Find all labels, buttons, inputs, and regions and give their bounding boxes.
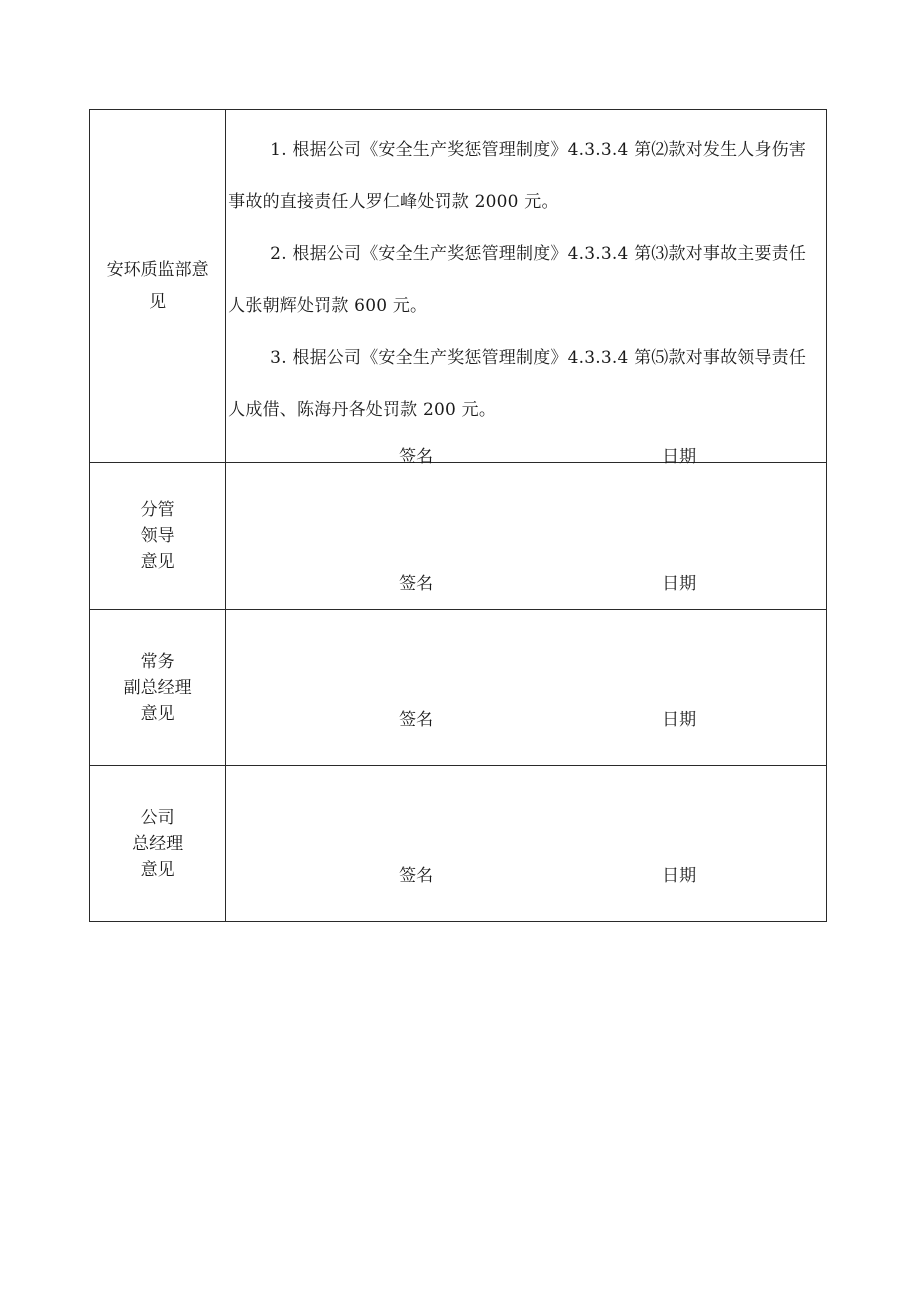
- opinion-item-1: 1. 根据公司《安全生产奖惩管理制度》4.3.3.4 第⑵款对发生人身伤害事故的直接责任人罗仁峰处罚款 2000 元。: [228, 140, 807, 212]
- table-row-safety-department: [90, 110, 827, 463]
- label-line: 常务: [140, 651, 175, 672]
- row-label-general-manager: [90, 766, 226, 922]
- opinion-cell-safety-department: [226, 110, 827, 467]
- date-label: 日期: [662, 447, 697, 467]
- date-label: 日期: [662, 710, 697, 730]
- signature-row: [226, 861, 826, 885]
- label-line: 意见: [140, 859, 175, 880]
- label-line: 意见: [140, 703, 175, 724]
- label-line: 公司: [140, 807, 175, 828]
- signature-label: 签名: [399, 866, 434, 886]
- opinion-cell-supervising-leader[interactable]: [226, 463, 827, 610]
- label-line: 见: [149, 292, 167, 312]
- opinion-item-2: 2. 根据公司《安全生产奖惩管理制度》4.3.3.4 第⑶款对事故主要责任人张朝辉处罚款 600 元。: [228, 244, 807, 316]
- label-line: 分管: [140, 500, 175, 520]
- signature-label: 签名: [399, 710, 434, 730]
- date-label: 日期: [662, 574, 697, 594]
- opinion-cell-executive-deputy-gm[interactable]: [226, 610, 827, 766]
- date-label: 日期: [662, 866, 697, 886]
- table-row-supervising-leader: [90, 463, 827, 610]
- row-label-supervising-leader: [90, 463, 226, 610]
- opinion-item-3: 3. 根据公司《安全生产奖惩管理制度》4.3.3.4 第⑸款对事故领导责任人成借、陈海丹各处罚款 200 元。: [228, 348, 807, 420]
- label-line: 安环质监部意: [106, 260, 209, 280]
- label-line: 意见: [140, 552, 175, 572]
- label-line: 领导: [140, 526, 175, 546]
- signature-label: 签名: [399, 447, 434, 467]
- signature-label: 签名: [399, 574, 434, 594]
- table-row-executive-deputy-gm: [90, 610, 827, 766]
- opinion-cell-general-manager[interactable]: [226, 766, 827, 922]
- row-label-safety-department: [90, 110, 226, 463]
- approval-opinion-table: [89, 109, 827, 922]
- label-line: 副总经理: [123, 677, 192, 698]
- table-row-general-manager: [90, 766, 827, 922]
- opinion-list: [226, 110, 826, 436]
- row-label-executive-deputy-gm: [90, 610, 226, 766]
- label-line: 总经理: [132, 833, 184, 854]
- signature-row: [226, 569, 826, 593]
- signature-row: [226, 705, 826, 729]
